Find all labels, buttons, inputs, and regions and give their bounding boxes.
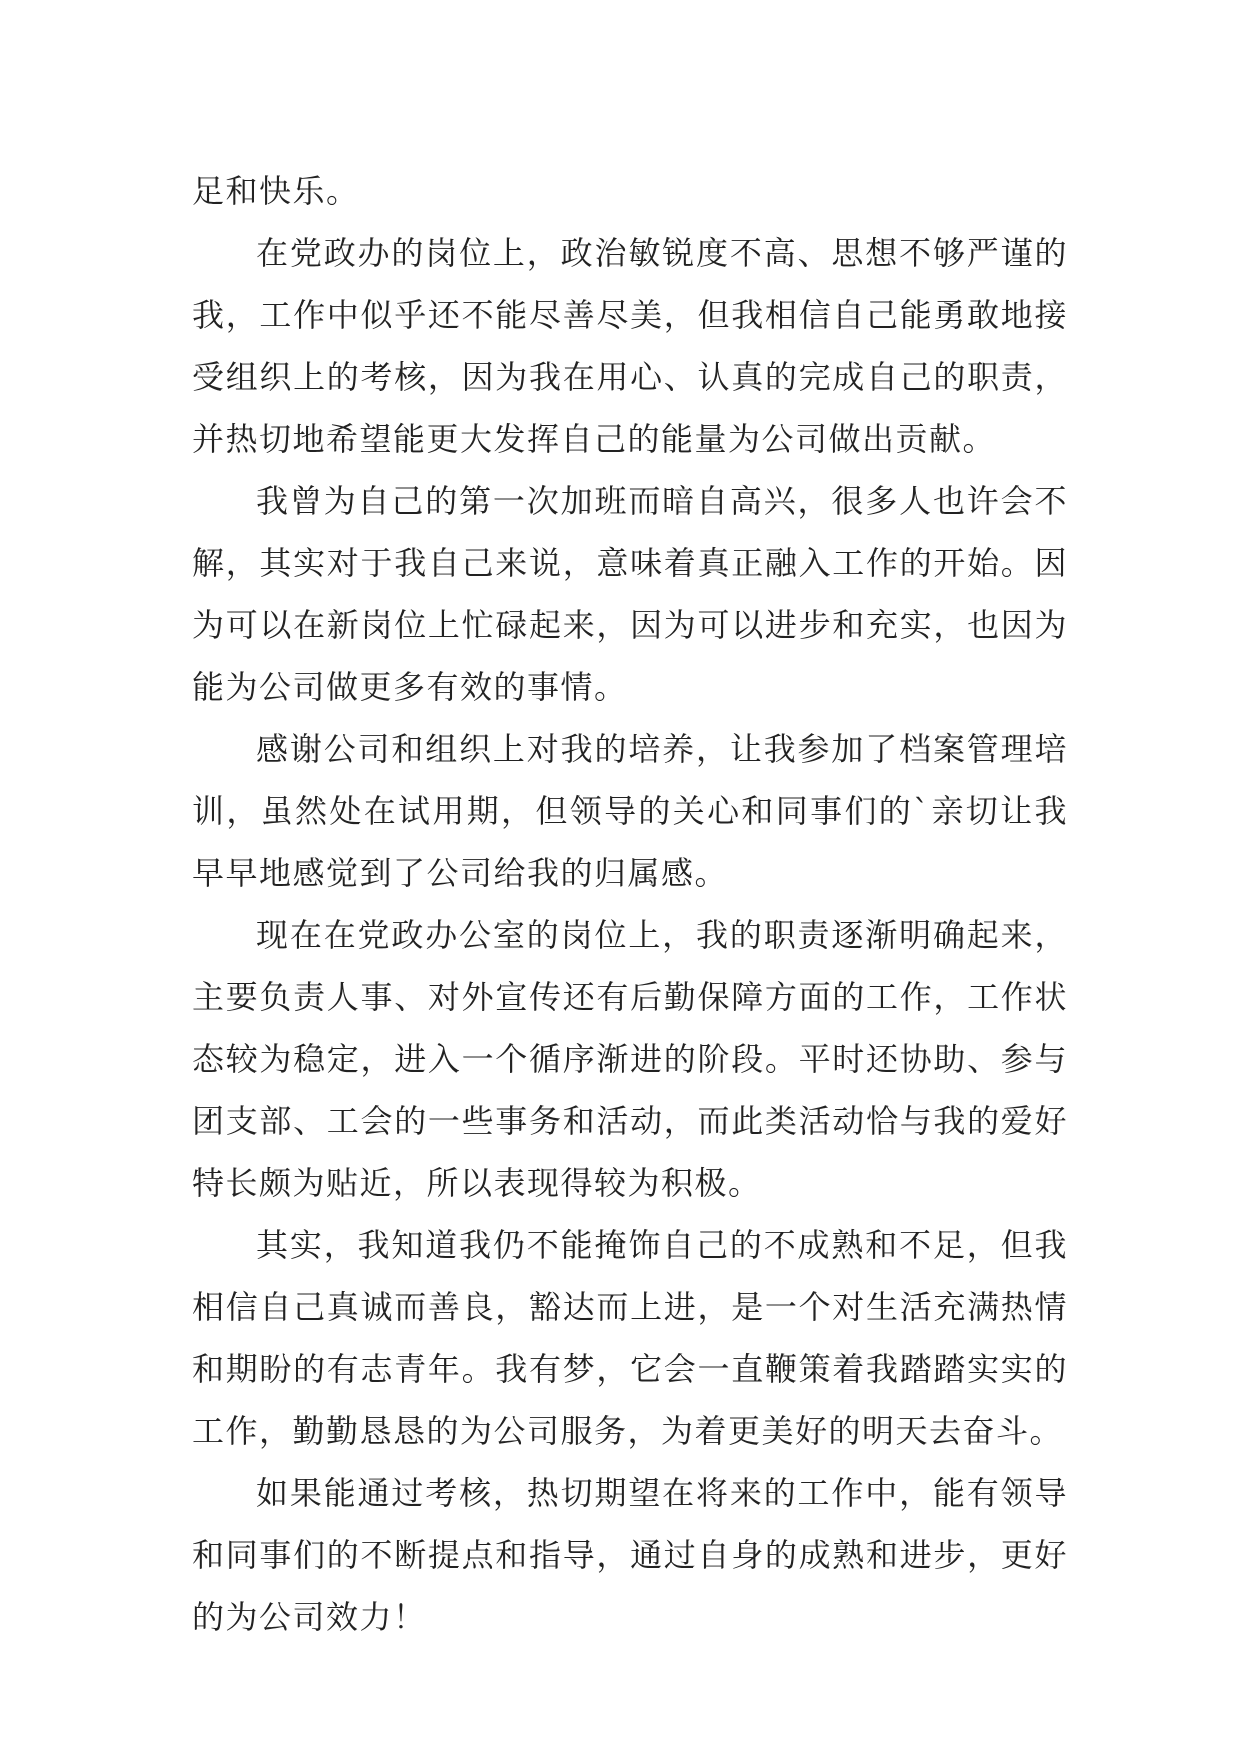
paragraph-4: 感谢公司和组织上对我的培养，让我参加了档案管理培训，虽然处在试用期，但领导的关心和同事们的`亲切让我早早地感觉到了公司给我的归属感。 [192,730,1068,892]
paragraph-6: 其实，我知道我仍不能掩饰自己的不成熟和不足，但我相信自己真诚而善良，豁达而上进，是一个对生活充满热情和期盼的有志青年。我有梦，它会一直鞭策着我踏踏实实的工作，勤勤恳恳的为公司服务，为着更美好的明天去奋斗。 [192,1226,1068,1450]
paragraph-1: 足和快乐。 [192,172,360,210]
document-body [192,160,1068,1648]
paragraph-3: 我曾为自己的第一次加班而暗自高兴，很多人也许会不解，其实对于我自己来说，意味着真正融入工作的开始。因为可以在新岗位上忙碌起来，因为可以进步和充实，也因为能为公司做更多有效的事情。 [192,482,1068,706]
paragraph-7: 如果能通过考核，热切期望在将来的工作中，能有领导和同事们的不断提点和指导，通过自身的成熟和进步，更好的为公司效力！ [192,1474,1068,1636]
paragraph-2: 在党政办的岗位上，政治敏锐度不高、思想不够严谨的我，工作中似乎还不能尽善尽美，但我相信自己能勇敢地接受组织上的考核，因为我在用心、认真的完成自己的职责，并热切地希望能更大发挥自己的能量为公司做出贡献。 [192,234,1068,458]
paragraph-5: 现在在党政办公室的岗位上，我的职责逐渐明确起来，主要负责人事、对外宣传还有后勤保障方面的工作，工作状态较为稳定，进入一个循序渐进的阶段。平时还协助、参与团支部、工会的一些事务和活动，而此类活动恰与我的爱好特长颇为贴近，所以表现得较为积极。 [192,916,1068,1202]
